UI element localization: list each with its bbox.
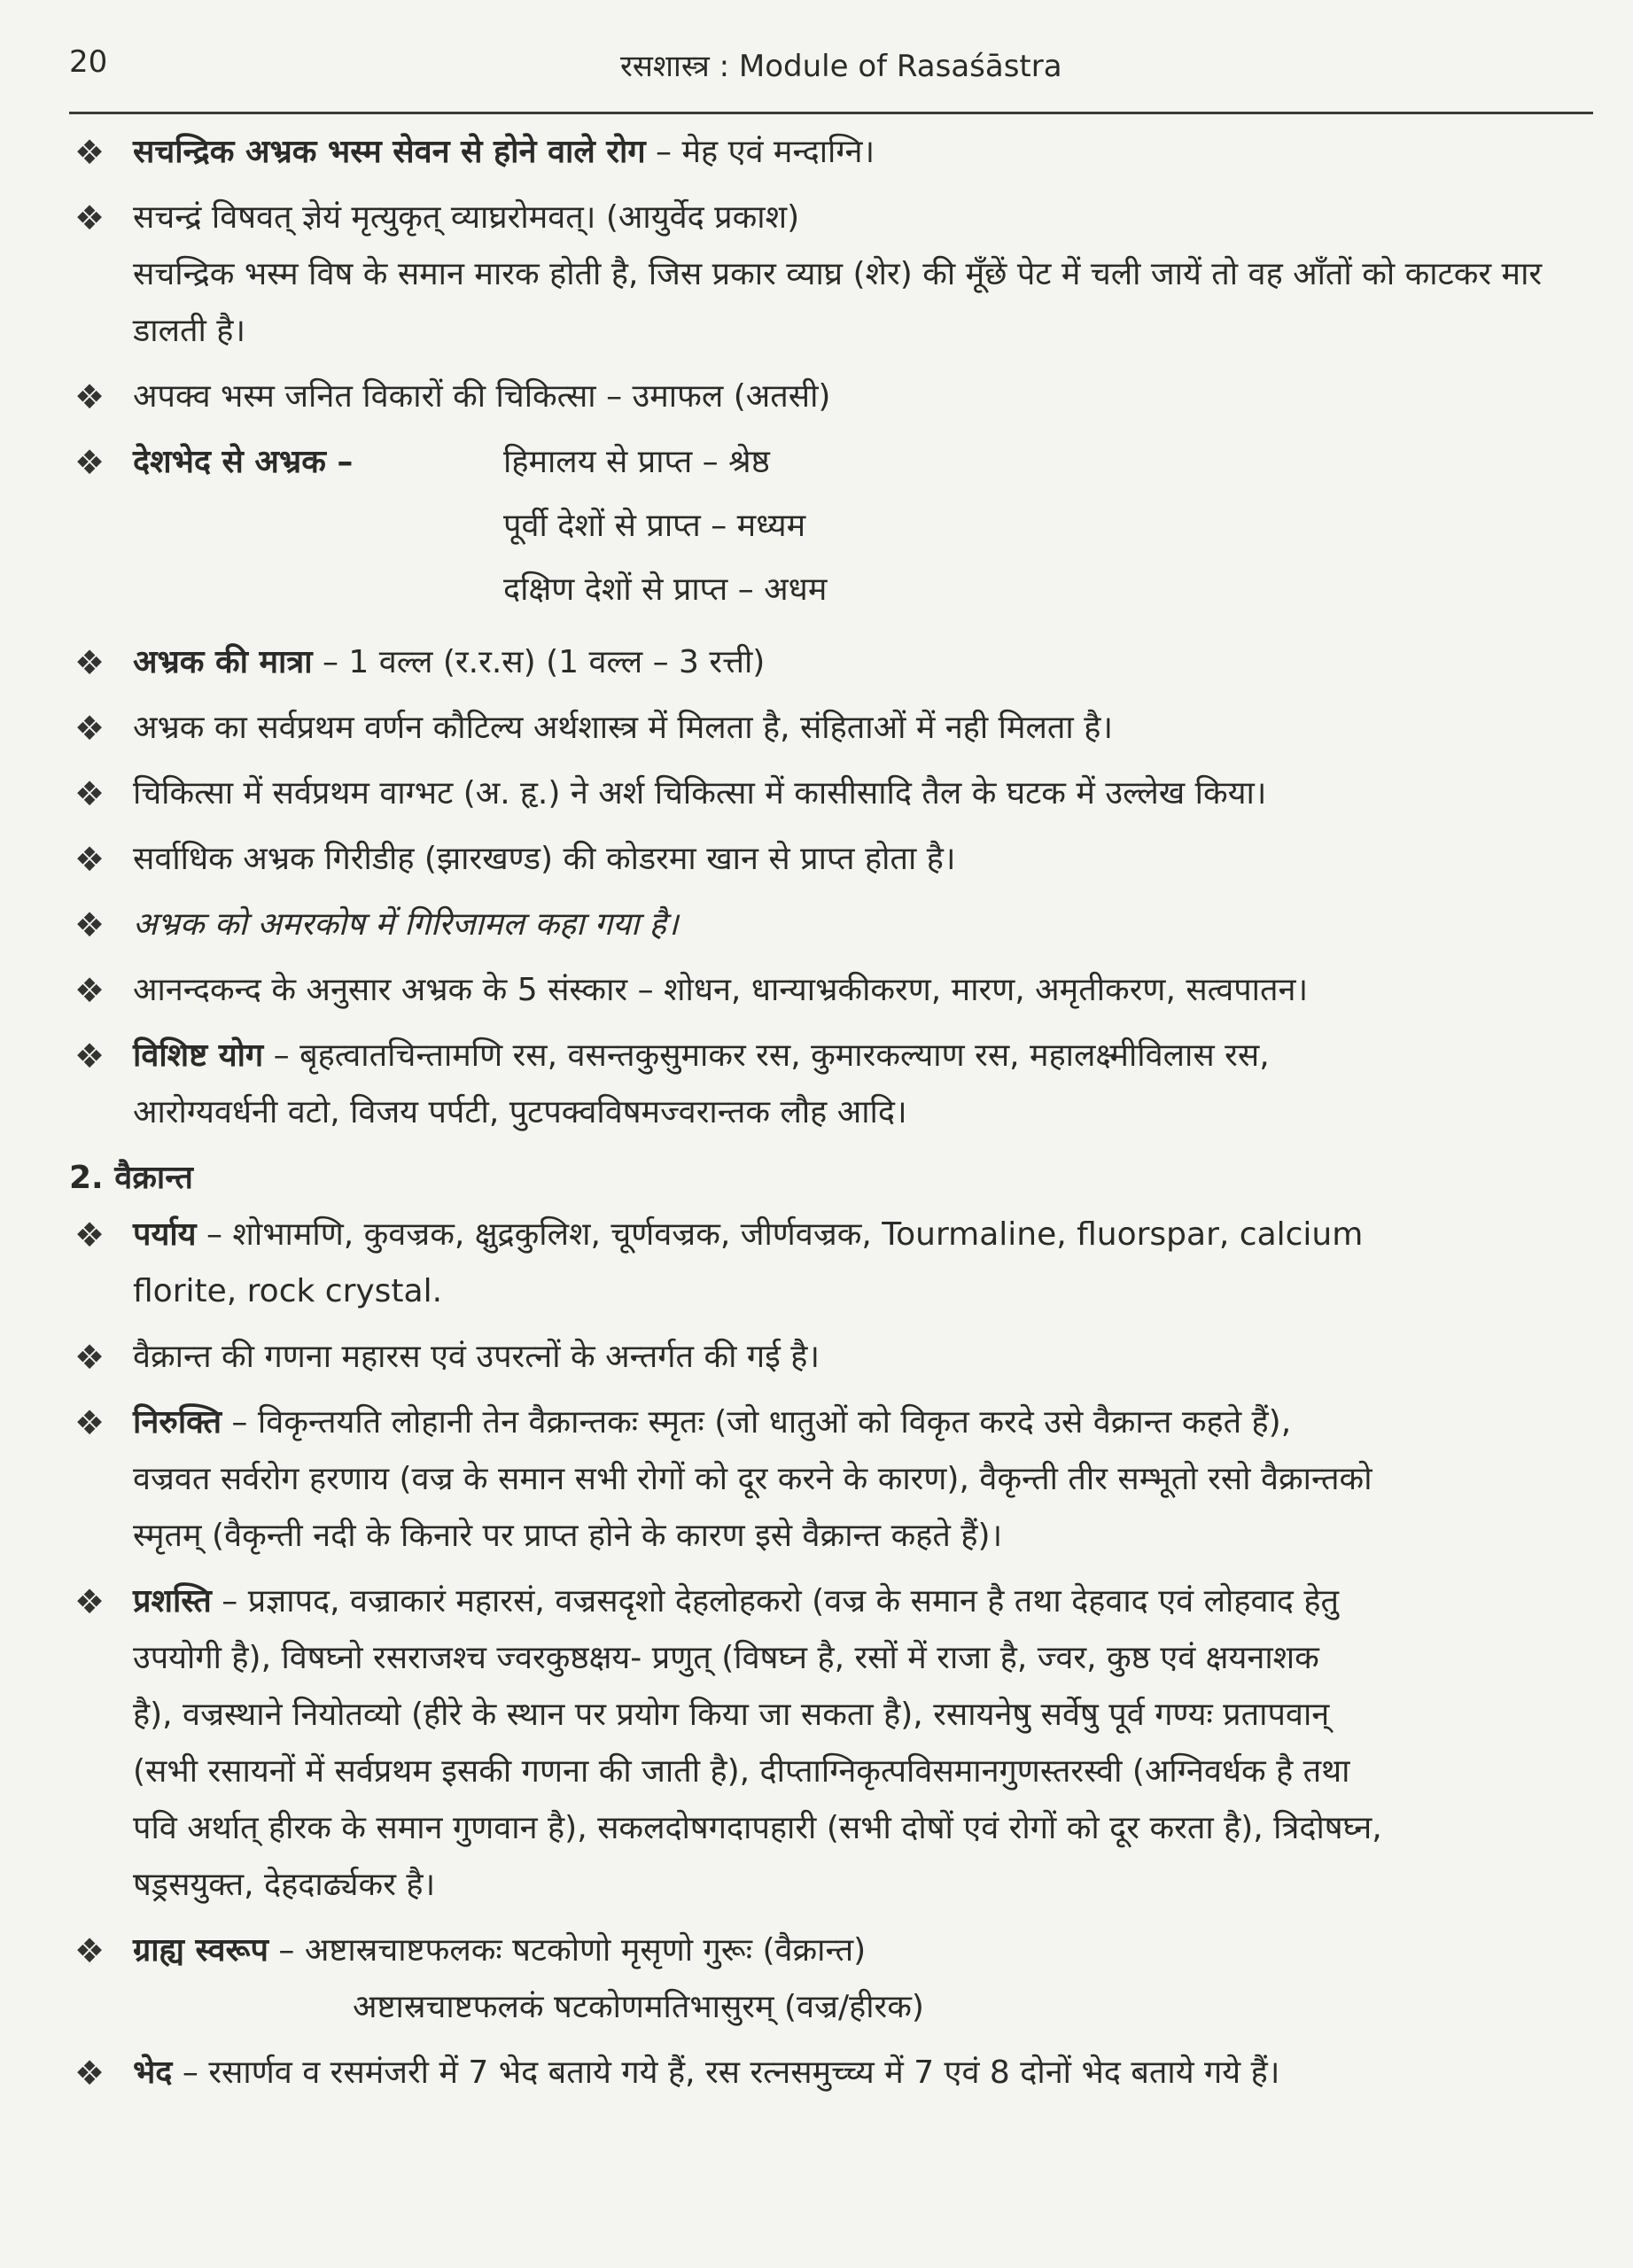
item-text: अभ्रक को अमरकोष में गिरिजामल कहा गया है।: [133, 906, 679, 943]
item-text: – विकृन्तयति लोहानी तेन वैक्रान्तकः स्मृतः (जो धातुओं को विकृत करदे उसे वैक्रान्त कहते हैं),: [221, 1404, 1292, 1441]
item-subline: अष्टास्रचाष्टफलकं षटकोणमतिभासुरम् (वज्र/हीरक): [353, 1989, 924, 2025]
bullet-icon: ❖: [74, 643, 105, 682]
list-item: [69, 124, 1593, 181]
item-label: विशिष्ट योग: [133, 1037, 264, 1074]
bullet-icon: ❖: [74, 840, 105, 879]
section-heading: 2. वैक्रान्त: [69, 1160, 193, 1196]
item-text: आनन्दकन्द के अनुसार अभ्रक के 5 संस्कार – शोधन, धान्याभ्रकीकरण, मारण, अमृतीकरण, सत्वपातन।: [133, 972, 1309, 1008]
page-number: 20: [69, 44, 108, 80]
item-continuation: उपयोगी है), विषघ्नो रसराजश्च ज्वरकुष्ठक्षय- प्रणुत् (विषघ्न है, रसों में राजा है, ज्वर, कुष्ठ एवं क्षयनाशक: [133, 1640, 1319, 1676]
list-item: [69, 369, 1593, 425]
item-text: वैक्रान्त की गणना महारस एवं उपरत्नों के अन्तर्गत की गई है।: [133, 1339, 820, 1375]
bullet-icon: ❖: [74, 709, 105, 748]
item-text: अभ्रक का सर्वप्रथम वर्णन कौटिल्य अर्थशास्त्र में मिलता है, संहिताओं में नही मिलता है।: [133, 710, 1113, 746]
item-label: निरुक्ति: [133, 1404, 222, 1441]
list-item-handwritten: [69, 897, 1593, 953]
item-continuation: सचन्द्रिक भस्म विष के समान मारक होती है, जिस प्रकार व्याघ्र (शेर) की मूँछें पेट में चली जायें तो वह आँतों को काटकर मार डालती है।: [133, 256, 1543, 349]
list-item: [69, 1573, 1593, 1630]
bullet-icon: ❖: [74, 1582, 105, 1621]
bullet-icon: ❖: [74, 1338, 105, 1377]
deshbhed-value: दक्षिण देशों से प्राप्त – अधम: [503, 571, 828, 608]
item-label: ग्राह्य स्वरूप: [133, 1932, 268, 1969]
list-item: [69, 700, 1593, 757]
item-text: अपक्व भस्म जनित विकारों की चिकित्सा – उमाफल (अतसी): [133, 378, 831, 415]
page-header: [69, 39, 1593, 92]
list-item: [69, 1028, 1593, 1084]
item-continuation: है), वज्रस्थाने नियोतव्यो (हीरे के स्थान पर प्रयोग किया जा सकता है), रसायनेषु सर्वेषु पूर्व गण्यः प्रतापवान्: [133, 1697, 1330, 1733]
page-content: [69, 124, 1593, 2101]
header-rule: [69, 112, 1593, 114]
item-continuation: स्मृतम् (वैकृन्ती नदी के किनारे पर प्राप्त होने के कारण इसे वैक्रान्त कहते हैं)।: [133, 1518, 1003, 1554]
list-item: [69, 2045, 1593, 2101]
item-text: – रसार्णव व रसमंजरी में 7 भेद बताये गये हैं, रस रत्नसमुच्च्य में 7 एवं 8 दोनों भेद बताये गये हैं।: [172, 2054, 1280, 2091]
deshbhed-row: [69, 434, 1593, 498]
item-continuation: आरोग्यवर्धनी वटो, विजय पर्पटी, पुटपक्वविषमज्वरान्तक लौह आदि।: [133, 1094, 907, 1130]
item-text: – प्रज्ञापद, वज्राकारं महारसं, वज्रसदृशो देहलोहकरो (वज्र के समान है तथा देहवाद एवं लोहवाद हेतु: [211, 1583, 1339, 1619]
item-text: सचन्द्रं विषवत् ज्ञेयं मृत्युकृत् व्याघ्ररोमवत्। (आयुर्वेद प्रकाश): [133, 199, 800, 236]
bullet-icon: ❖: [74, 1037, 105, 1076]
item-continuation: (सभी रसायनों में सर्वप्रथम इसकी गणना की जाती है), दीप्ताग्निकृत्पविसमानगुणस्तरस्वी (अग्निवर्धक है तथा: [133, 1753, 1350, 1790]
bullet-icon: ❖: [74, 377, 105, 416]
item-continuation: पवि अर्थात् हीरक के समान गुणवान है), सकलदोषगदापहारी (सभी दोषों एवं रोगों को दूर करता है), त्रिदोषघ्न,: [133, 1810, 1382, 1846]
deshbhed-value: हिमालय से प्राप्त – श्रेष्ठ: [503, 444, 770, 480]
item-text: – मेह एवं मन्दाग्नि।: [645, 134, 875, 170]
list-item: [69, 190, 1593, 246]
item-label: भेद: [133, 2054, 173, 2091]
list-item: [69, 1394, 1593, 1451]
item-label: देशभेद से अभ्रक –: [133, 444, 354, 480]
item-label: प्रशस्ति: [133, 1583, 212, 1619]
bullet-icon: ❖: [74, 198, 105, 237]
list-item: [69, 765, 1593, 822]
deshbhed-value: पूर्वी देशों से प्राप्त – मध्यम: [503, 508, 806, 544]
list-item: [69, 962, 1593, 1019]
bullet-icon: ❖: [74, 1403, 105, 1442]
item-text: – शोभामणि, कुवज्रक, क्षुद्रकुलिश, चूर्णवज्रक, जीर्णवज्रक, Tourmaline, fluorspar, calcium: [196, 1216, 1364, 1253]
list-item: [69, 1922, 1593, 1979]
item-text: चिकित्सा में सर्वप्रथम वाग्भट (अ. हृ.) ने अर्श चिकित्सा में कासीसादि तैल के घटक में उल्लेख किया।: [133, 775, 1267, 812]
item-continuation: florite, rock crystal.: [133, 1273, 443, 1309]
item-label: अभ्रक की मात्रा: [133, 644, 313, 680]
bullet-icon: ❖: [74, 774, 105, 813]
bullet-icon: ❖: [74, 1931, 105, 1970]
item-text: – अष्टास्रचाष्टफलकः षटकोणो मृसृणो गुरूः (वैक्रान्त): [268, 1932, 867, 1969]
item-continuation: षड्रसयुक्त, देहदार्ढ्यकर है।: [133, 1867, 436, 1903]
item-label: सचन्द्रिक अभ्रक भस्म सेवन से होने वाले रोग: [133, 134, 646, 170]
bullet-icon: ❖: [74, 971, 105, 1010]
bullet-icon: ❖: [74, 1216, 105, 1254]
list-item: [69, 1207, 1593, 1263]
list-item: [69, 634, 1593, 691]
item-text: – 1 वल्ल (र.र.स) (1 वल्ल – 3 रत्ती): [312, 644, 766, 680]
deshbhed-row: [69, 498, 1593, 562]
bullet-icon: ❖: [74, 905, 105, 944]
item-text: सर्वाधिक अभ्रक गिरीडीह (झारखण्ड) की कोडरमा खान से प्राप्त होता है।: [133, 841, 956, 877]
deshbhed-row: [69, 562, 1593, 625]
bullet-icon: ❖: [74, 2054, 105, 2093]
running-title: रसशास्त्र : Module of Rasaśāstra: [620, 49, 1062, 84]
item-continuation: वज्रवत सर्वरोग हरणाय (वज्र के समान सभी रोगों को दूर करने के कारण), वैकृन्ती तीर सम्भूतो रसो वैक्रान्तको: [133, 1461, 1372, 1497]
list-item: [69, 831, 1593, 888]
item-label: पर्याय: [133, 1216, 197, 1253]
bullet-icon: ❖: [74, 133, 105, 172]
bullet-icon: ❖: [74, 443, 105, 482]
list-item: [69, 1329, 1593, 1386]
item-text: – बृहत्वातचिन्तामणि रस, वसन्तकुसुमाकर रस, कुमारकल्याण रस, महालक्ष्मीविलास रस,: [263, 1037, 1270, 1074]
